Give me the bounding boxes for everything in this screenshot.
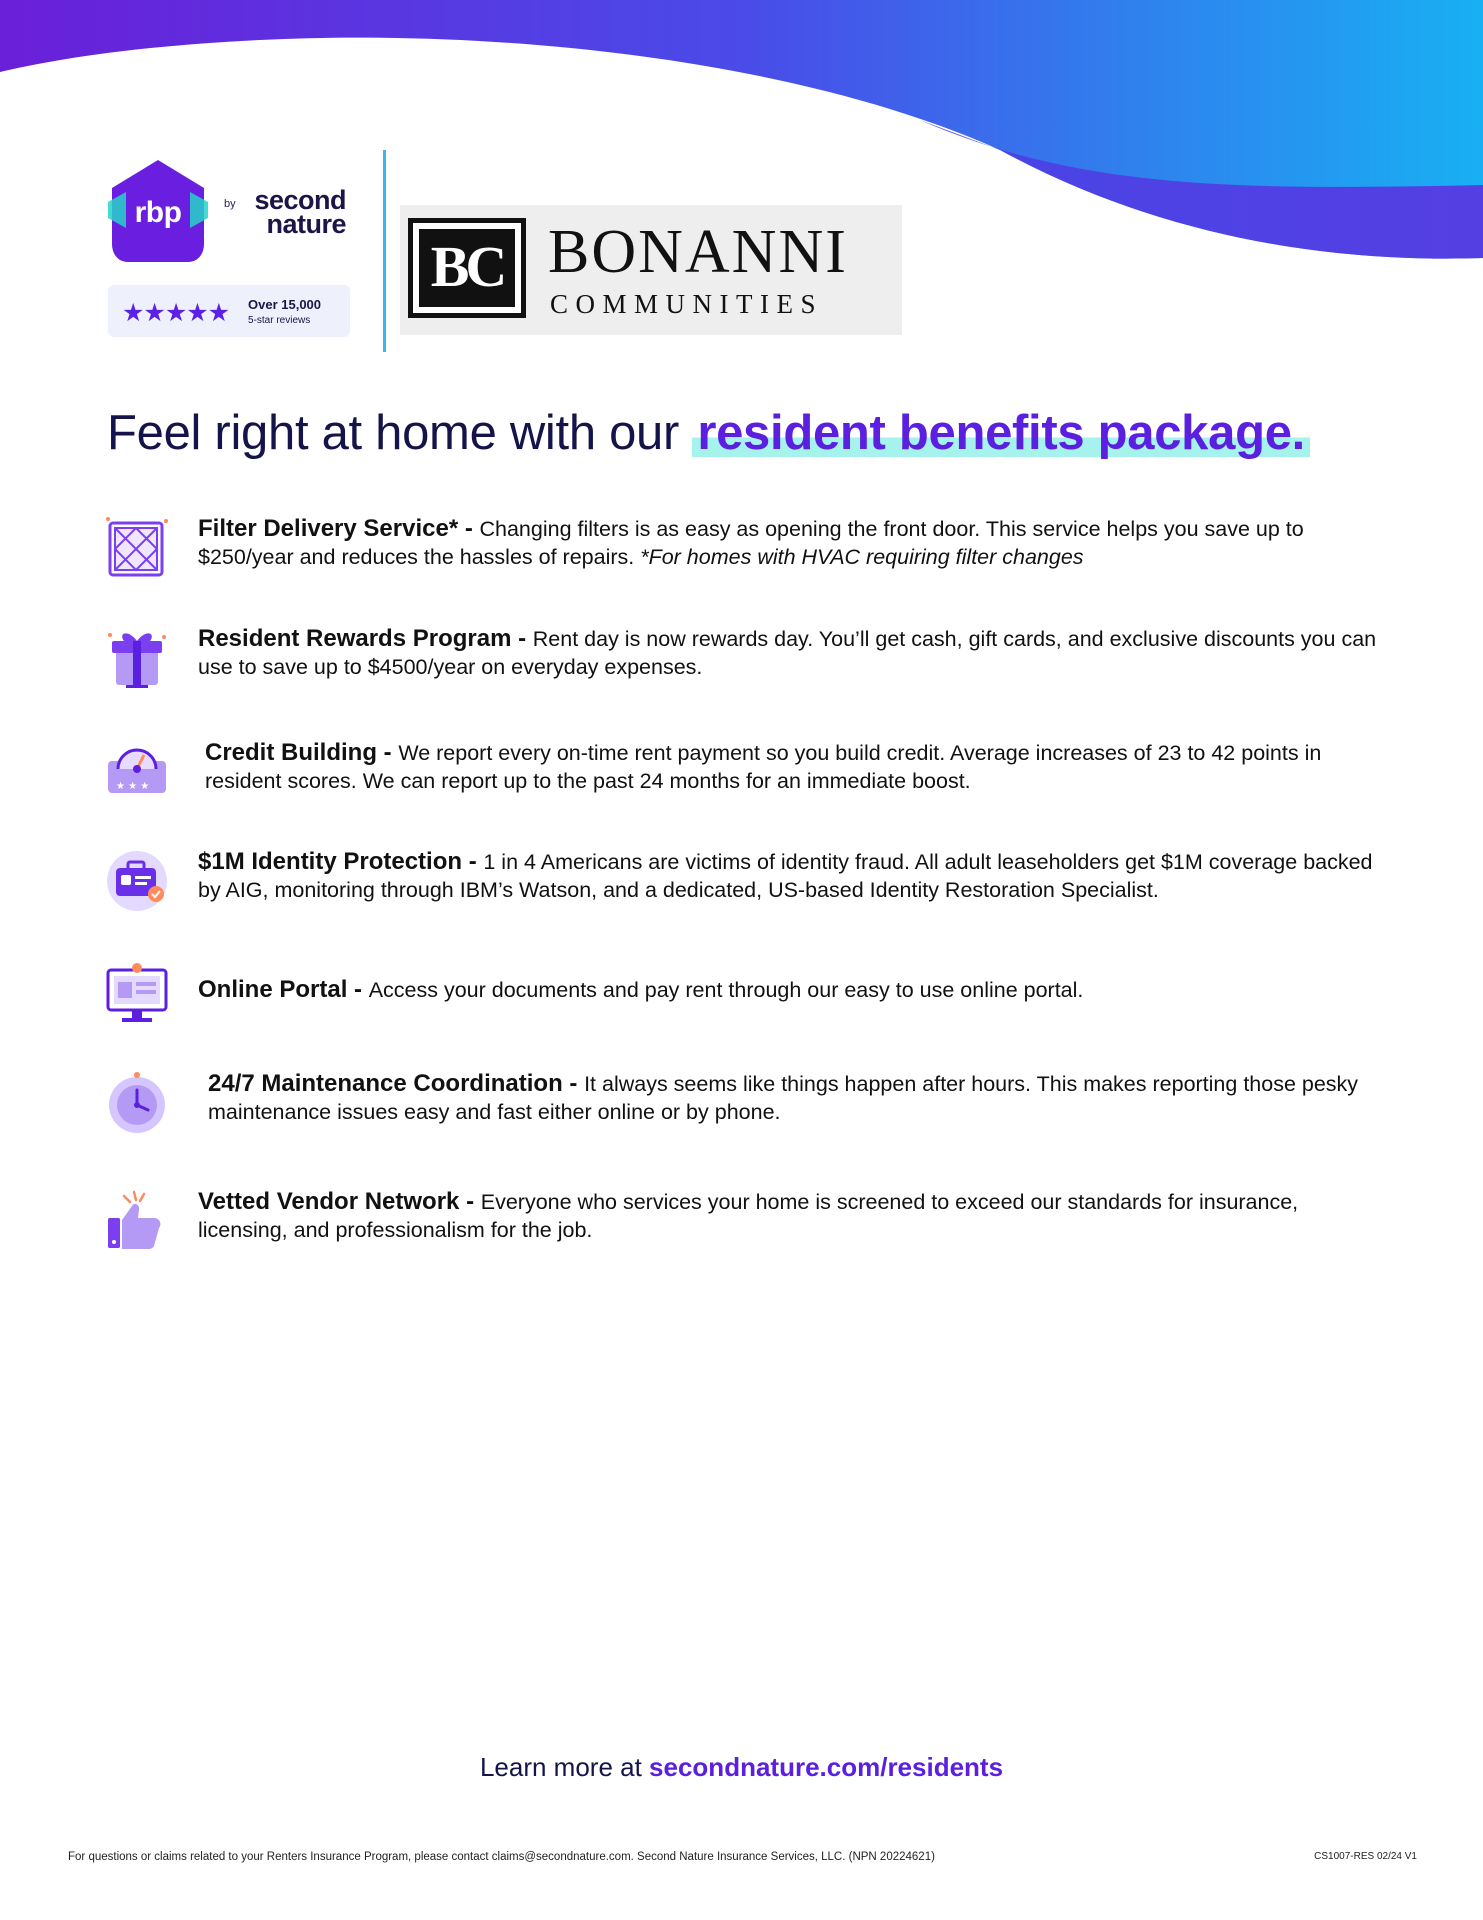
benefit-text [208,1070,1384,1126]
thumbs-up-icon [104,1188,170,1254]
benefit-text [198,976,1384,1004]
five-star-rating-icon: ★★★★★ [122,299,230,327]
bc-monogram: BC [408,218,526,318]
bonanni-communities-logo [400,205,902,335]
monitor-portal-icon [104,962,170,1028]
insurance-disclaimer: For questions or claims related to your Renters Insurance Program, please contact claims@secondnature.com. Second Nature Insurance Services, LLC. (NPN 20224621) [68,1851,935,1863]
benefit-body: Everyone who services your home is screened to exceed our standards for insurance, licensing, and professionalism for the job. [198,1190,1299,1242]
reviews-label: 5-star reviews [248,315,311,326]
credit-gauge-icon [104,739,170,805]
by-label: by [224,198,236,210]
benefit-text [205,739,1384,795]
benefit-title: Online Portal - [198,976,369,1003]
benefit-title: Filter Delivery Service* - [198,515,480,542]
benefit-text [198,1188,1384,1244]
svg-text:★ ★ ★: ★ ★ ★ [116,781,150,792]
benefit-text [198,625,1384,681]
benefit-text [198,515,1384,571]
benefit-title: 24/7 Maintenance Coordination - [208,1070,585,1097]
bonanni-wordmark: BONANNI [548,218,848,286]
benefit-body: We report every on-time rent payment so you build credit. Average increases of 23 to 42 points in resident scores. We can report up to the past 24 months for an immediate boost. [205,741,1322,793]
benefit-body: Changing filters is as easy as opening the front door. This service helps you save up to $250/year and reduces the hassles of repairs. [198,517,1304,569]
second-nature-wordmark: second nature [254,185,346,239]
learn-more-link[interactable]: secondnature.com/residents [649,1752,1004,1782]
document-code: CS1007-RES 02/24 V1 [1314,1851,1417,1862]
reviews-count: Over 15,000 [248,297,322,312]
clock-icon [104,1070,170,1136]
benefit-text [198,848,1384,904]
benefit-body: Access your documents and pay rent through our easy to use online portal. [368,978,1084,1002]
logo-divider [383,150,386,352]
benefit-title: Resident Rewards Program - [198,625,533,652]
identity-card-icon [104,848,170,914]
benefit-body: Rent day is now rewards day. You’ll get cash, gift cards, and exclusive discounts you can use to save up to $4500/year on everyday expenses. [198,627,1377,679]
headline-highlight: resident benefits package. [692,406,1310,460]
filter-icon [104,515,170,581]
rbp-wordmark: rbp [134,196,182,229]
benefit-body: It always seems like things happen after hours. This makes reporting those pesky maintenance issues easy and fast either online or by phone. [208,1072,1359,1124]
gift-icon [104,625,170,691]
benefit-title: Credit Building - [205,739,399,766]
reviews-badge [108,285,350,337]
learn-more-label: Learn more at [479,1752,650,1782]
benefit-footnote: *For homes with HVAC requiring filter changes [640,545,1084,569]
page-title [107,405,1310,461]
communities-wordmark: COMMUNITIES [550,289,824,319]
benefit-title: Vetted Vendor Network - [198,1188,481,1215]
benefit-title: $1M Identity Protection - [198,848,484,875]
benefit-body: 1 in 4 Americans are victims of identity fraud. All adult leaseholders get $1M coverage backed by AIG, monitoring through IBM’s Watson, and a dedicated, US-based Identity Restoration Specialist. [198,850,1373,902]
headline-prefix: Feel right at home with our [107,406,693,460]
learn-more-line [0,1752,1483,1783]
